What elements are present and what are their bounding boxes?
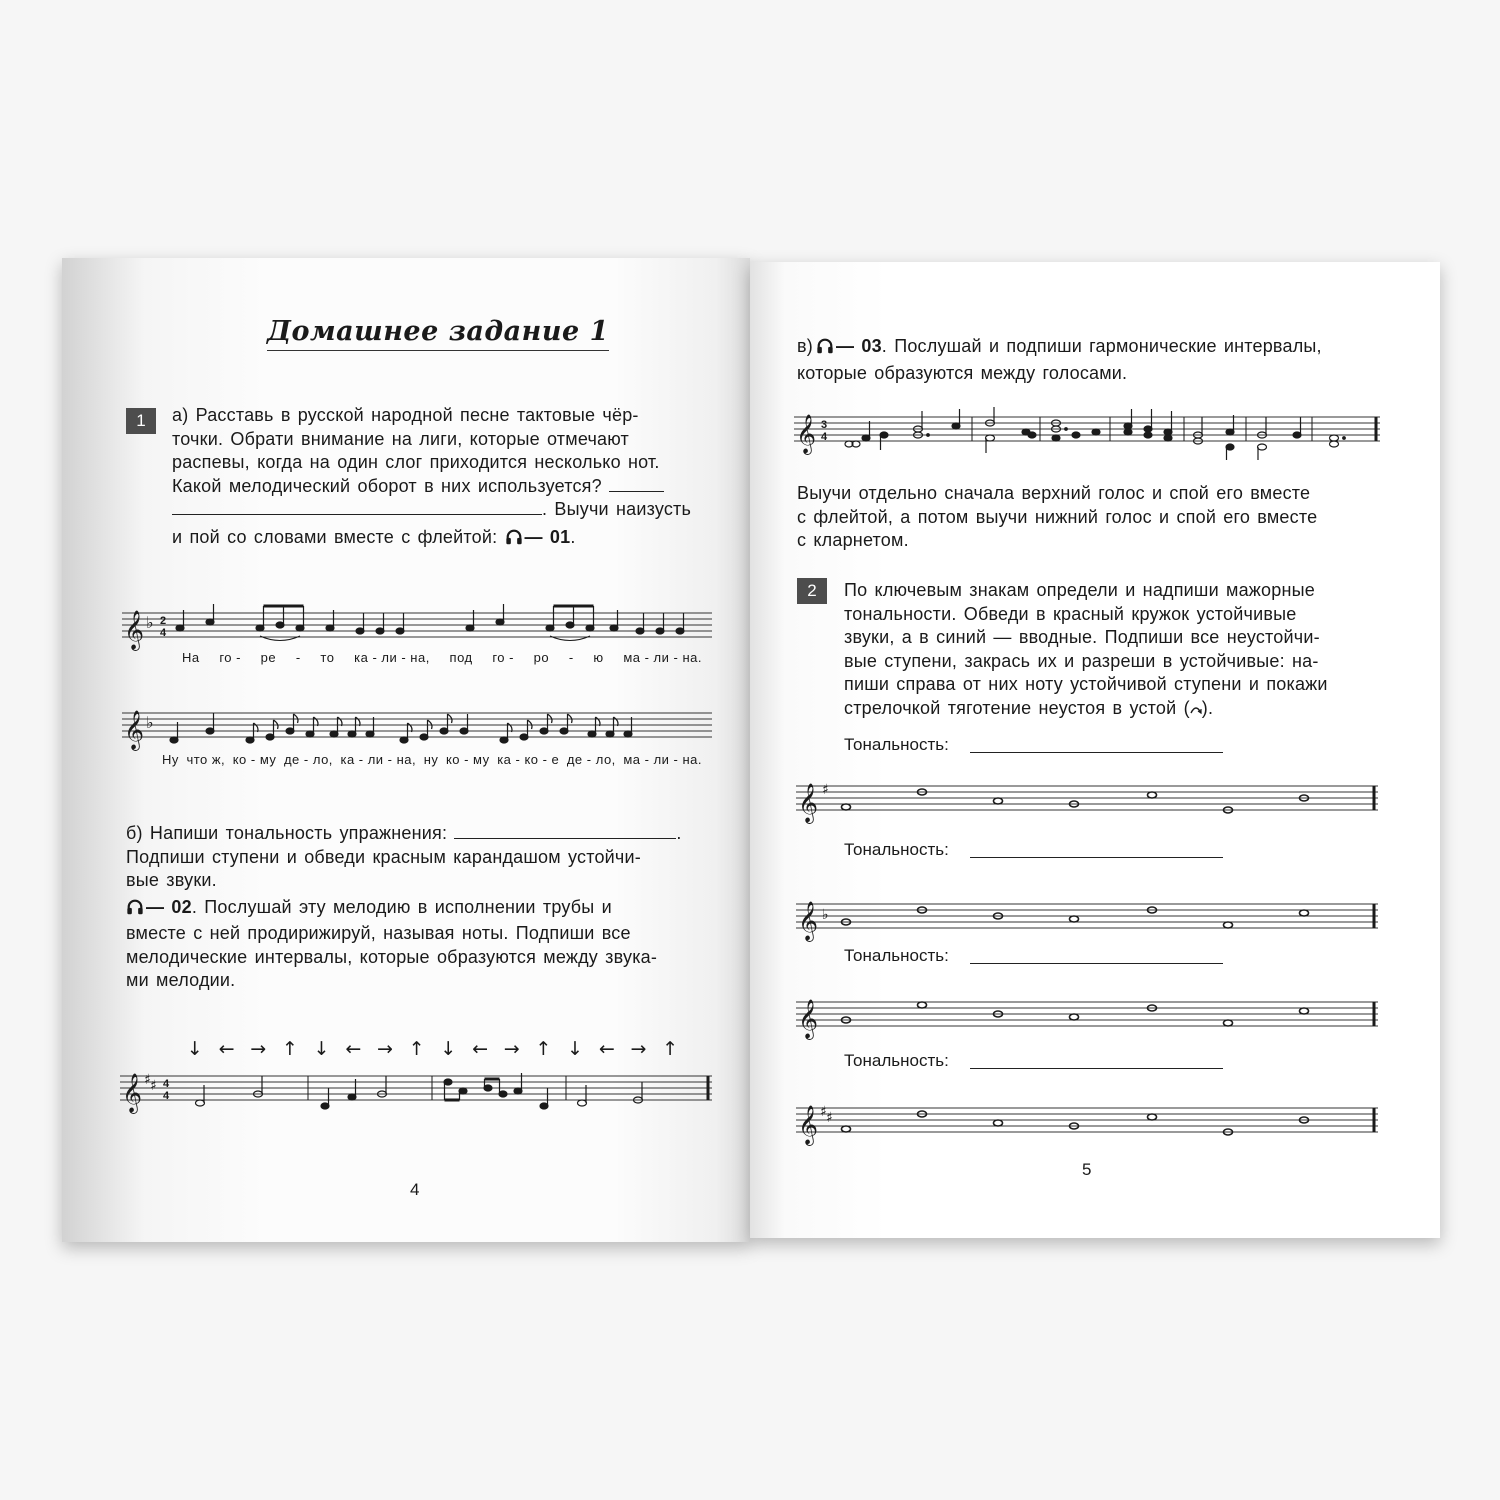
song-notes-2 [170, 713, 632, 743]
tonality-answer-line[interactable] [970, 963, 1223, 964]
track-02-label: — 02 [146, 896, 192, 917]
time-signature-top: 3 [821, 419, 828, 431]
task-1a-text: а) Расставь в русской народной песне тактовые чёр- точки. Обрати внимание на лиги, которые отмечают распевы, когда на один слог приходится несколько нот. Какой мелодический оборот в них используется? . Выучи наизусть и пой со словами вместе с флейтой: — 01. [172, 404, 705, 552]
task-1b-line: б) Напиши тональность упражнения: [126, 823, 448, 843]
task-1a-line: . Выучи наизусть [542, 499, 692, 519]
tonality-label: Тональность: [844, 840, 949, 859]
task-1b-line: вместе с ней продирижируй, называя ноты. Подпиши все [126, 923, 631, 943]
scale-staff-2 [796, 898, 1378, 948]
answer-blank[interactable] [609, 476, 664, 492]
tonality-label: Тональность: [844, 946, 949, 965]
treble-clef-icon: 𝄞 [798, 1105, 819, 1145]
headphones-icon [505, 528, 523, 553]
task-2-text: По ключевым знакам определи и надпиши мажорные тональности. Обведи в красный кружок устойчивые звуки, а в синий — вводные. Подпиши все неустойчи- вые ступени, закрась их и разреши в устойчивые: на- пиши справа от них ноту устойчивой ступени и покажи стрелочкой тяготение неустоя в устой ( ). [844, 579, 1377, 720]
headphones-icon [816, 337, 834, 362]
right-page [750, 262, 1440, 1238]
two-voice-notes [845, 407, 1345, 460]
song-notes-1 [176, 604, 684, 641]
task-1b-text: б) Напиши тональность упражнения: . Подпиши ступени и обведи красным карандашом устойчи- вые звуки. — 02. Послушай эту мелодию в исполнении трубы и вместе с ней продирижируй, называя ноты. Подпиши все мелодические интервалы, которые образуются между звука- ми мелодии. [126, 822, 706, 993]
task-1v-line: с кларнетом. [797, 530, 909, 550]
headphones-icon [126, 898, 144, 923]
scale-notes [842, 789, 1309, 813]
task-1a-line: точки. Обрати внимание на лиги, которые отмечают [172, 428, 629, 449]
song-lyrics-2: Ну что ж, ко - му де - ло, ка - ли - на, ну ко - му ка - ко - е де - ло, ма - ли - на. [162, 752, 702, 767]
task-2-number: 2 [797, 578, 827, 604]
task-1a-line: и пой со словами вместе с флейтой: [172, 526, 498, 547]
task-2-line: звуки, а в синий — вводные. Подпиши все неустойчи- [844, 627, 1320, 647]
tonality-answer-line[interactable] [970, 1068, 1223, 1069]
sharp-icon: ♯ [826, 1110, 833, 1126]
page-number: 4 [410, 1180, 420, 1199]
flat-icon: ♭ [822, 907, 829, 923]
task-1b-line: Подпиши ступени и обведи красным карандашом устойчи- [126, 846, 641, 867]
tendency-arrow-icon [1190, 698, 1202, 718]
track-03-label: — 03 [835, 336, 882, 356]
task-2-line: вые ступени, закрась их и разреши в устойчивые: на- [844, 650, 1319, 671]
tonality-label: Тональность: [844, 1051, 949, 1070]
melody-staff [120, 1066, 712, 1121]
task-1b-line: ми мелодии. [126, 970, 236, 990]
track-01-label: — 01 [524, 526, 571, 547]
page-title: Домашнее задание 1 [267, 316, 609, 351]
treble-clef-icon: 𝄞 [124, 710, 145, 750]
sharp-icon: ♯ [820, 1104, 827, 1120]
task-2-line: пиши справа от них ноту устойчивой ступени и покажи [844, 674, 1328, 694]
treble-clef-icon: 𝄞 [798, 783, 819, 823]
task-1b-line: вые звуки. [126, 870, 217, 890]
treble-clef-icon: 𝄞 [796, 414, 817, 454]
task-1b-line: . Послушай эту мелодию в исполнении трубы и [191, 896, 612, 917]
task-1a-line: а) Расставь в русской народной песне тактовые чёр- [172, 405, 639, 425]
time-signature-bottom: 4 [160, 627, 167, 639]
task-1-number: 1 [126, 408, 156, 434]
task-1v-text: в) — 03. Послушай и подпиши гармонические интервалы, которые образуются между голосами. [797, 335, 1377, 385]
time-signature-top: 4 [163, 1078, 170, 1090]
treble-clef-icon: 𝄞 [798, 999, 819, 1039]
sharp-icon: ♯ [144, 1072, 151, 1088]
tonality-answer-line[interactable] [970, 752, 1223, 753]
melody-notes [196, 1073, 643, 1109]
two-voice-staff [794, 405, 1380, 465]
time-signature-bottom: 4 [163, 1090, 170, 1102]
task-2-line: тональности. Обведи в красный кружок устойчивые [844, 603, 1297, 624]
task-1v-line: Выучи отдельно сначала верхний голос и спой его вместе [797, 483, 1311, 503]
sharp-icon: ♯ [822, 782, 829, 798]
page-number: 5 [1082, 1160, 1092, 1179]
treble-clef-icon: 𝄞 [798, 901, 819, 941]
scale-staff-3 [796, 996, 1378, 1046]
task-2-line: По ключевым знакам определи и надпиши мажорные [844, 580, 1315, 600]
task-1v-line: с флейтой, а потом выучи нижний голос и спой его вместе [797, 506, 1318, 527]
time-signature-bottom: 4 [821, 431, 828, 443]
task-1v-instructions [797, 482, 1377, 553]
task-1v-line: которые образуются между голосами. [797, 362, 1128, 383]
task-1a-line: Какой мелодический оборот в них используется? [172, 475, 602, 496]
time-signature-top: 2 [160, 615, 167, 627]
treble-clef-icon: 𝄞 [122, 1073, 143, 1113]
song-lyrics-1: На го - ре - то ка - ли - на, под го - ро - ю ма - ли - на. [182, 650, 702, 665]
task-1b-line: мелодические интервалы, которые образуются между звука- [126, 946, 658, 967]
tonality-label: Тональность: [844, 735, 949, 754]
answer-blank[interactable] [172, 499, 542, 515]
scale-staff-4 [796, 1102, 1378, 1152]
flat-icon: ♭ [146, 613, 154, 632]
treble-clef-icon: 𝄞 [124, 610, 145, 650]
conducting-arrows: ↓ ← → ↑ ↓ ← → ↑ ↓ ← → ↑ ↓ ← → ↑ [186, 1038, 679, 1060]
scale-staff-1 [796, 780, 1378, 830]
answer-blank[interactable] [454, 823, 676, 839]
tonality-answer-line[interactable] [970, 857, 1223, 858]
sharp-icon: ♯ [150, 1078, 157, 1094]
scale-notes [842, 1111, 1309, 1135]
left-page [62, 258, 750, 1242]
task-1a-line: распевы, когда на один слог приходится несколько нот. [172, 452, 660, 472]
flat-icon: ♭ [146, 713, 154, 732]
